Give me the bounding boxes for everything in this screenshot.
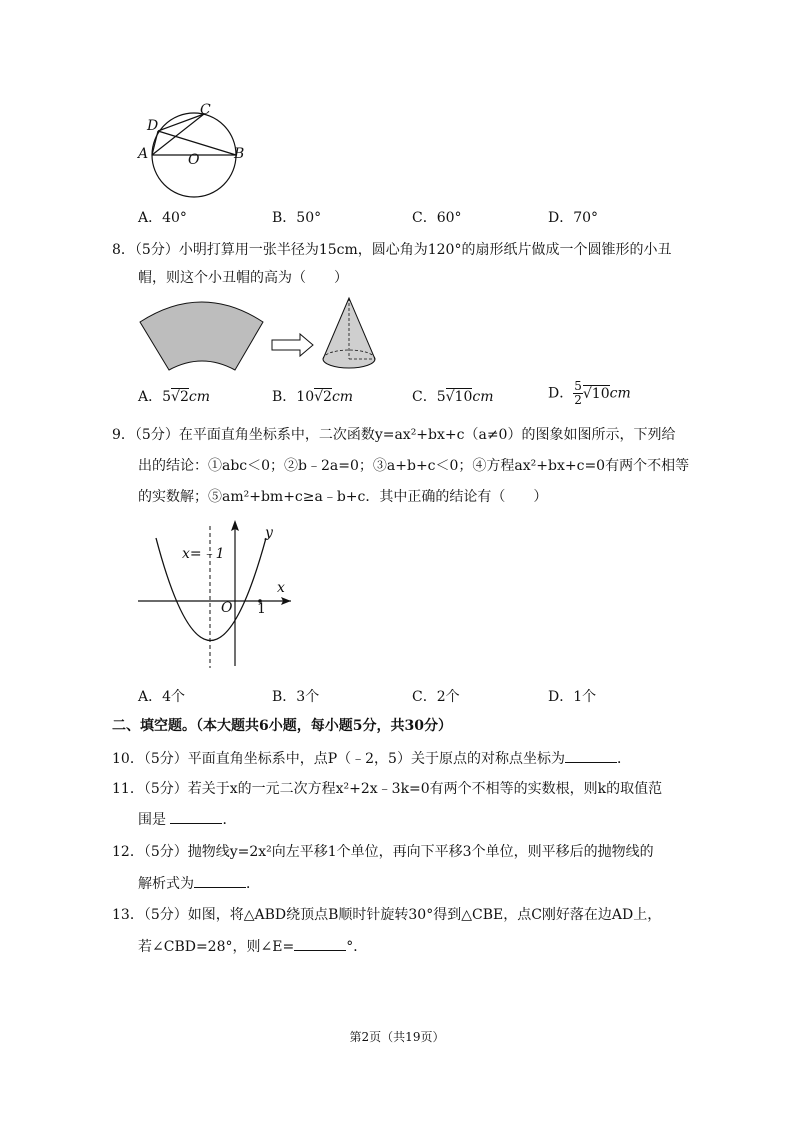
q13-line2: 若∠CBD=28°，则∠E= °．	[138, 936, 367, 957]
origin-label: O	[221, 600, 233, 616]
q9-line2: 出的结论：①abc＜0；②b﹣2a=0；③a+b+c＜0；④方程ax²+bx+c=0有两个不相等	[138, 458, 690, 474]
q8-line2: 帽，则这个小丑帽的高为（ ）	[138, 270, 348, 286]
q10-answer-blank[interactable]	[565, 748, 617, 763]
figure-label-o: O	[188, 152, 200, 168]
q7-option-d: D．70°	[548, 210, 599, 226]
q11-line1: 11．（5分）若关于x的一元二次方程x²+2x﹣3k=0有两个不相等的实数根，则k的取值范	[112, 781, 663, 797]
page-footer: 第2页（共19页）	[349, 1030, 445, 1044]
figure-label-b: B	[234, 146, 245, 162]
q8-option-b: B．10√2cm	[272, 389, 354, 405]
q13-line1: 13．（5分）如图，将△ABD绕顶点B顺时针旋转30°得到△CBE，点C刚好落在边AD上，	[112, 907, 662, 923]
q12-line2: 解析式为 ．	[138, 873, 260, 894]
sector-to-cone-figure	[135, 292, 395, 382]
q9-option-d: D．1个	[548, 689, 597, 705]
figure-label-c: C	[200, 102, 211, 118]
q12-line1: 12．（5分）抛物线y=2x²向左平移1个单位，再向下平移3个单位，则平移后的抛物线的	[112, 844, 654, 860]
figure-label-d: D	[147, 118, 159, 134]
axis-of-symmetry-label: x=﹣1	[182, 546, 225, 562]
q9-option-b: B．3个	[272, 689, 320, 705]
y-axis-label: y	[265, 525, 273, 541]
q9-line3: 的实数解；⑤am²+bm+c≥a﹣b+c．其中正确的结论有（ ）	[138, 489, 548, 505]
q8-option-d: D． $\frac{5}{2}$ √10cm	[548, 379, 631, 407]
q12-answer-blank[interactable]	[194, 873, 246, 888]
q8-option-c: C．5√10cm	[412, 389, 494, 405]
q7-option-a: A．40°	[138, 210, 187, 226]
figure-label-a: A	[138, 146, 149, 162]
q13-answer-blank[interactable]	[294, 936, 346, 951]
q9-line1: 9．（5分）在平面直角坐标系中，二次函数y=ax²+bx+c（a≠0）的图象如图所示，下列给	[112, 427, 676, 443]
section-heading: 二、填空题。（本大题共6小题，每小题5分，共30分）	[112, 718, 452, 734]
q11-answer-blank[interactable]	[170, 809, 222, 824]
q9-option-c: C．2个	[412, 689, 460, 705]
q10-line: 10．（5分）平面直角坐标系中，点P（﹣2，5）关于原点的对称点坐标为 ．	[112, 748, 631, 769]
q7-option-b: B．50°	[272, 210, 322, 226]
tick-label-one: 1	[257, 601, 266, 617]
q8-option-a: A．5√2cm	[138, 389, 210, 405]
q9-option-a: A．4个	[138, 689, 186, 705]
q7-option-c: C．60°	[412, 210, 462, 226]
x-axis-label: x	[277, 580, 285, 596]
q8-line1: 8．（5分）小明打算用一张半径为15cm，圆心角为120°的扇形纸片做成一个圆锥形的小丑	[112, 242, 672, 258]
q11-line2: 围是 ．	[138, 809, 236, 830]
